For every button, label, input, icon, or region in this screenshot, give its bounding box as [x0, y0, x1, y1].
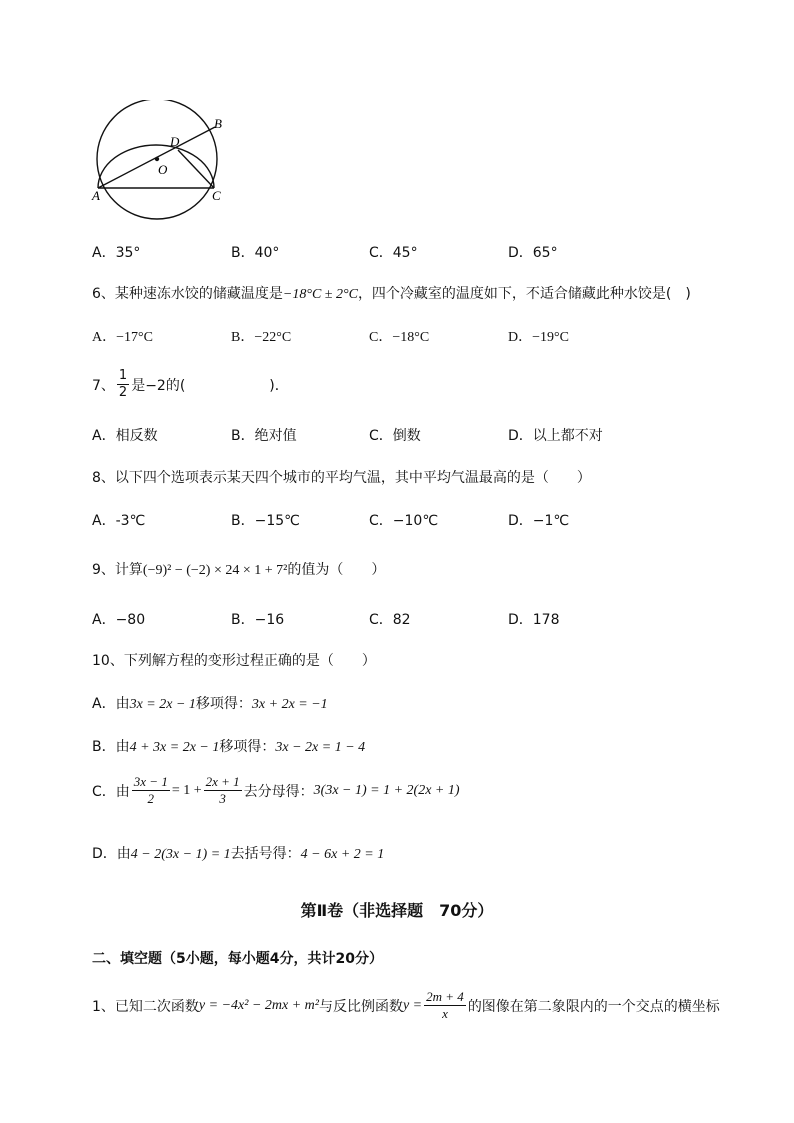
label-a: A — [92, 188, 100, 203]
q10-c-frac1-num: 3x − 1 — [133, 774, 168, 789]
q5-option-a[interactable]: A．35° — [92, 245, 141, 261]
label-d: D — [170, 134, 180, 149]
q9-option-d[interactable]: D．178 — [508, 612, 560, 628]
fill1-prefix: 1、已知二次函数 — [92, 998, 199, 1015]
part2-title: 第Ⅱ卷（非选择题 70分） — [300, 901, 494, 920]
center-point — [155, 157, 159, 161]
q7-suffix: 是−2的( )． — [131, 377, 289, 394]
fill1-expr1: y = −4x² − 2mx + m² — [198, 997, 319, 1013]
q10-c-mid: 去分母得： — [243, 783, 314, 800]
q9-expr: (−9)² − (−2) × 24 × 1 + 7² — [142, 563, 288, 578]
q7-option-d[interactable]: D．以上都不对 — [508, 428, 603, 444]
q8-option-b[interactable]: B．−15℃ — [231, 513, 300, 529]
q6-option-c[interactable]: C．−18°C — [369, 330, 430, 345]
q7-stem — [92, 368, 289, 401]
q6-suffix: ，四个冷藏室的温度如下，不适合储藏此种水饺是( ) — [357, 286, 691, 302]
q5-option-d[interactable]: D．65° — [508, 245, 558, 261]
q6-stem — [92, 283, 691, 303]
q9-option-c[interactable]: C．82 — [369, 612, 411, 628]
fill1-fraction — [424, 989, 466, 1022]
q7-option-c[interactable]: C．倒数 — [369, 428, 421, 444]
q6-option-b[interactable]: B．−22°C — [231, 330, 292, 345]
q7-option-a[interactable]: A．相反数 — [92, 428, 158, 444]
fill1-suffix: 的图像在第二象限内的一个交点的横坐标 — [467, 998, 720, 1015]
q7-fraction — [117, 368, 129, 401]
q10-c-frac2-den: 3 — [219, 791, 226, 806]
q10-a-mid: 移项得： — [195, 696, 252, 712]
q10-option-a[interactable] — [92, 693, 328, 713]
q7-number: 7、 — [92, 377, 115, 394]
q10-c-label: C．由 — [92, 783, 130, 800]
q10-option-d[interactable] — [92, 843, 384, 863]
label-o: O — [158, 162, 168, 177]
q8-option-a[interactable]: A．-3℃ — [92, 513, 146, 529]
q7-frac-den: 2 — [118, 385, 128, 400]
fill1-frac-den: x — [442, 1006, 448, 1021]
q10-d-eq1: 4 − 2(3x − 1) = 1 — [130, 847, 231, 862]
q10-c-frac2-num: 2x + 1 — [205, 774, 240, 789]
q9-option-a[interactable]: A．−80 — [92, 612, 146, 628]
fill1-lhs: y = — [402, 997, 423, 1013]
q9-stem — [92, 559, 385, 579]
q10-option-c[interactable] — [92, 774, 460, 807]
semicircle-arc — [98, 145, 214, 188]
q6-expr: −18°C ± 2°C — [282, 287, 358, 302]
q9-suffix: 的值为（ ） — [287, 562, 386, 578]
q10-c-frac1 — [132, 774, 170, 807]
fill1-mid: 与反比例函数 — [318, 998, 403, 1015]
q10-d-label: D．由 — [92, 846, 131, 862]
label-b: B — [214, 116, 222, 131]
q7-frac-num: 1 — [118, 368, 128, 383]
q9-prefix: 9、计算 — [92, 562, 143, 578]
q10-a-eq1: 3x = 2x − 1 — [129, 697, 196, 712]
q10-d-mid: 去括号得： — [230, 846, 301, 862]
q10-stem: 10、下列解方程的变形过程正确的是（ ） — [92, 653, 376, 669]
q8-option-c[interactable]: C．−10℃ — [369, 513, 439, 529]
q9-option-b[interactable]: B．−16 — [231, 612, 285, 628]
q10-b-label: B．由 — [92, 739, 130, 755]
q5-option-b[interactable]: B．40° — [231, 245, 280, 261]
q10-b-eq1: 4 + 3x = 2x − 1 — [129, 740, 220, 755]
q10-c-frac1-den: 2 — [147, 791, 155, 806]
q10-b-eq2: 3x − 2x = 1 − 4 — [275, 740, 366, 755]
q5-option-c[interactable]: C．45° — [369, 245, 418, 261]
q6-option-a[interactable]: A．−17°C — [92, 330, 153, 345]
label-c: C — [212, 188, 221, 203]
section2-title: 二、填空题（5小题，每小题4分，共计20分） — [92, 951, 383, 967]
q6-option-d[interactable]: D．−19°C — [508, 330, 569, 345]
q10-a-eq2: 3x + 2x = −1 — [251, 697, 328, 712]
fill1-frac-num: 2m + 4 — [426, 989, 464, 1004]
q10-d-eq2: 4 − 6x + 2 = 1 — [300, 847, 385, 862]
q7-option-b[interactable]: B．绝对值 — [231, 428, 297, 444]
q10-option-b[interactable] — [92, 736, 365, 756]
q10-c-frac2 — [204, 774, 242, 807]
q6-prefix: 6、某种速冻水饺的储藏温度是 — [92, 286, 283, 302]
q10-c-eq2: 3(3x − 1) = 1 + 2(2x + 1) — [313, 782, 460, 798]
circle-figure — [88, 100, 238, 225]
q10-b-mid: 移项得： — [219, 739, 276, 755]
q10-a-label: A．由 — [92, 696, 130, 712]
q8-option-d[interactable]: D．−1℃ — [508, 513, 570, 529]
q10-c-plus: = 1 + — [171, 782, 202, 798]
q8-stem: 8、以下四个选项表示某天四个城市的平均气温，其中平均气温最高的是（ ） — [92, 470, 591, 486]
fill1-stem — [92, 989, 720, 1022]
